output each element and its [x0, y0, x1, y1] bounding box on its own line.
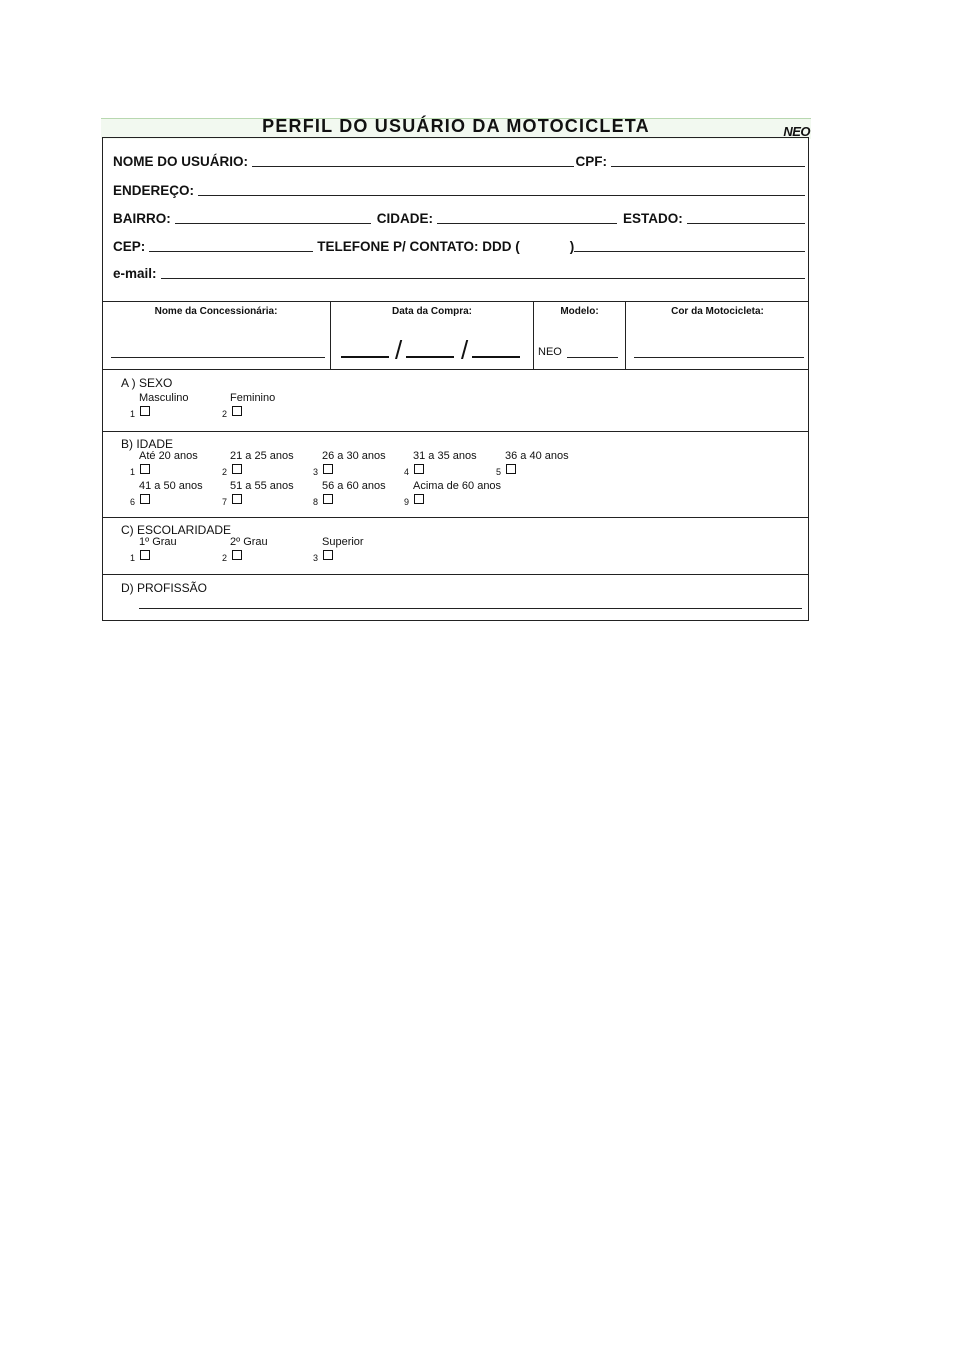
- profissao-field[interactable]: [139, 608, 802, 609]
- cor-label: Cor da Motocicleta:: [671, 306, 764, 317]
- cep-field[interactable]: [149, 250, 313, 252]
- telefone-close: ): [569, 239, 575, 254]
- idade-1-checkbox[interactable]: [140, 464, 150, 474]
- data-dia-field[interactable]: [341, 356, 389, 358]
- endereco-label: ENDEREÇO:: [113, 183, 195, 198]
- data-ano-field[interactable]: [472, 356, 520, 358]
- idade-9-checkbox[interactable]: [414, 494, 424, 504]
- sexo-option-number: 2: [222, 409, 228, 419]
- sexo-option-label: Feminino: [230, 392, 276, 404]
- sexo-option-number: 1: [130, 409, 136, 419]
- nome-label: NOME DO USUÁRIO:: [113, 154, 248, 169]
- idade-option-label: Até 20 anos: [139, 450, 198, 462]
- bairro-label: BAIRRO:: [113, 211, 171, 226]
- concessionaria-field[interactable]: [111, 357, 325, 358]
- sexo-option-label: Masculino: [139, 392, 189, 404]
- row-email: [113, 263, 807, 281]
- endereco-field[interactable]: [198, 194, 805, 196]
- escolaridade-1-checkbox[interactable]: [140, 550, 150, 560]
- date-slash-2: /: [461, 335, 469, 365]
- escolaridade-option-label: 1º Grau: [139, 536, 177, 548]
- idade-option-label: 41 a 50 anos: [139, 480, 203, 492]
- escolaridade-3-checkbox[interactable]: [323, 550, 333, 560]
- escolaridade-option-number: 3: [313, 553, 319, 563]
- row-cep-telefone: [113, 236, 807, 254]
- idade-option-number: 4: [404, 467, 410, 477]
- idade-option-number: 7: [222, 497, 228, 507]
- cidade-label: CIDADE:: [376, 211, 433, 226]
- idade-4-checkbox[interactable]: [414, 464, 424, 474]
- email-label: e-mail:: [113, 266, 157, 281]
- cidade-field[interactable]: [437, 222, 617, 224]
- idade-title: B) IDADE: [121, 437, 174, 451]
- escolaridade-option-number: 1: [130, 553, 136, 563]
- sexo-title: A ) SEXO: [121, 376, 173, 390]
- escolaridade-title: C) ESCOLARIDADE: [121, 523, 232, 537]
- divider-escolaridade: [102, 517, 809, 518]
- concessionaria-label: Nome da Concessionária:: [154, 306, 278, 317]
- nome-field[interactable]: [252, 165, 574, 167]
- sexo-feminino-checkbox[interactable]: [232, 406, 242, 416]
- cpf-field[interactable]: [611, 165, 805, 167]
- modelo-field[interactable]: [567, 357, 618, 358]
- cep-label: CEP:: [113, 239, 146, 254]
- estado-label: ESTADO:: [623, 211, 683, 226]
- idade-option-label: Acima de 60 anos: [413, 480, 502, 492]
- telefone-label: TELEFONE P/ CONTATO: DDD (: [317, 239, 520, 254]
- row-endereco: [113, 180, 807, 198]
- cpf-label: CPF:: [575, 154, 607, 169]
- idade-option-number: 6: [130, 497, 136, 507]
- bairro-field[interactable]: [175, 222, 371, 224]
- row-nome-cpf: [113, 151, 807, 169]
- data-compra-label: Data da Compra:: [391, 306, 472, 317]
- modelo-prefix: NEO: [538, 346, 562, 358]
- divider-idade: [102, 431, 809, 432]
- idade-option-label: 21 a 25 anos: [230, 450, 294, 462]
- escolaridade-option-number: 2: [222, 553, 228, 563]
- idade-option-number: 5: [496, 467, 502, 477]
- data-mes-field[interactable]: [406, 356, 454, 358]
- brand-tag: NEO: [783, 124, 810, 139]
- idade-2-checkbox[interactable]: [232, 464, 242, 474]
- escolaridade-2-checkbox[interactable]: [232, 550, 242, 560]
- row-bairro: [113, 208, 807, 226]
- idade-option-number: 1: [130, 467, 136, 477]
- idade-7-checkbox[interactable]: [232, 494, 242, 504]
- idade-option-label: 51 a 55 anos: [230, 480, 294, 492]
- idade-option-label: 31 a 35 anos: [413, 450, 477, 462]
- idade-option-number: 3: [313, 467, 319, 477]
- telefone-field[interactable]: [574, 250, 805, 252]
- idade-8-checkbox[interactable]: [323, 494, 333, 504]
- idade-option-number: 2: [222, 467, 228, 477]
- divider-profissao: [102, 574, 809, 575]
- idade-option-number: 9: [404, 497, 410, 507]
- profissao-title: D) PROFISSÃO: [121, 581, 208, 595]
- cor-field[interactable]: [634, 357, 804, 358]
- page-title: PERFIL DO USUÁRIO DA MOTOCICLETA: [262, 116, 650, 136]
- idade-option-label: 36 a 40 anos: [505, 450, 569, 462]
- modelo-label: Modelo:: [560, 306, 599, 317]
- escolaridade-option-label: 2º Grau: [230, 536, 268, 548]
- divider-sexo: [102, 369, 809, 370]
- idade-5-checkbox[interactable]: [506, 464, 516, 474]
- divider-purchase-top: [102, 301, 809, 302]
- email-field[interactable]: [161, 277, 805, 279]
- date-slash-1: /: [395, 335, 403, 365]
- idade-option-label: 26 a 30 anos: [322, 450, 386, 462]
- idade-3-checkbox[interactable]: [323, 464, 333, 474]
- estado-field[interactable]: [687, 222, 805, 224]
- idade-option-number: 8: [313, 497, 319, 507]
- idade-6-checkbox[interactable]: [140, 494, 150, 504]
- sexo-masculino-checkbox[interactable]: [140, 406, 150, 416]
- idade-option-label: 56 a 60 anos: [322, 480, 386, 492]
- escolaridade-option-label: Superior: [322, 536, 364, 548]
